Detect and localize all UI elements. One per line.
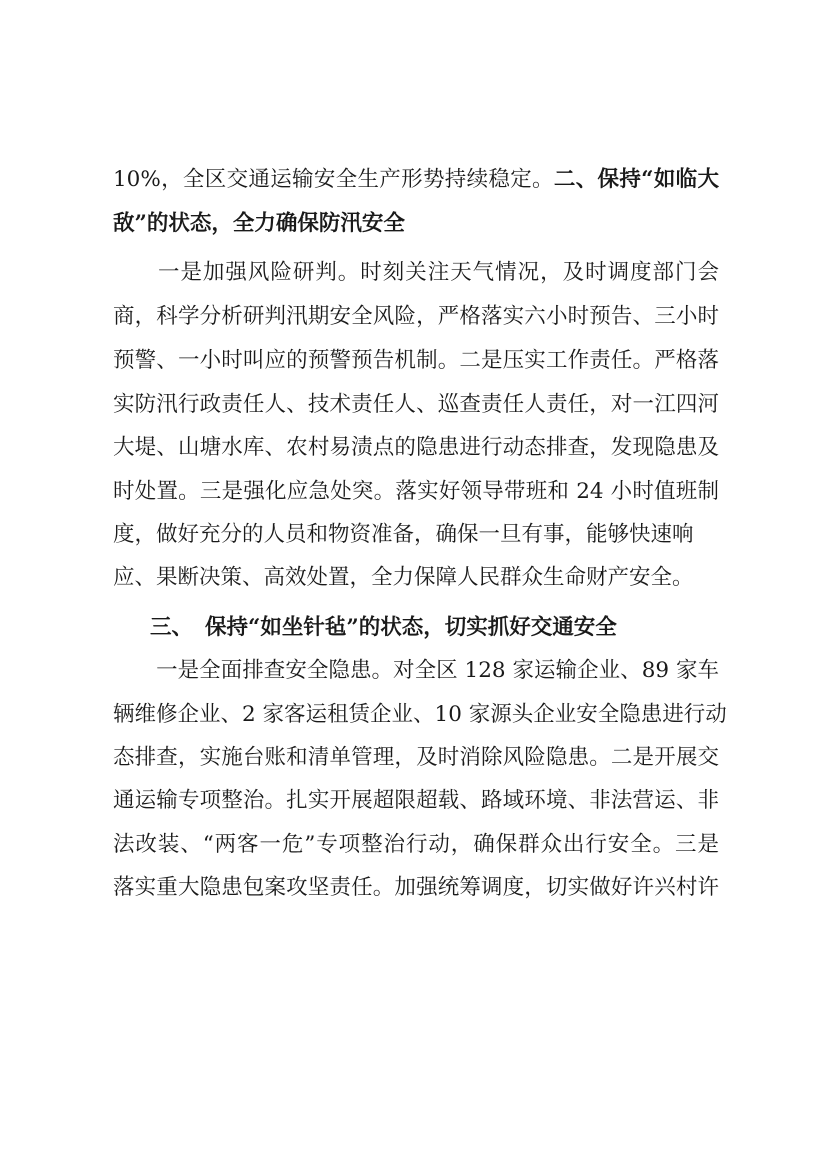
section-heading-2: 二、保持“如临大 [553, 167, 719, 192]
text-line: 时处置。三是强化应急处突。落实好领导带班和 24 小时值班制 [113, 479, 719, 504]
heading-number: 三、 [150, 615, 194, 640]
text-line: 实防汛行政责任人、技术责任人、巡查责任人责任，对一江四河 [113, 392, 719, 417]
text-line: 商，科学分析研判汛期安全风险，严格落实六小时预告、三小时 [113, 304, 719, 329]
text-line: 大堤、山塘水库、农村易渍点的隐患进行动态排查，发现隐患及 [113, 435, 719, 460]
text-line: 落实重大隐患包案攻坚责任。加强统筹调度，切实做好许兴村许 [113, 875, 719, 900]
text-line: 辆维修企业、2 家客运租赁企业、10 家源头企业安全隐患进行动 [113, 702, 727, 727]
text-line: 预警、一小时叫应的预警预告机制。二是压实工作责任。严格落 [113, 348, 719, 373]
text-line: 一是全面排查安全隐患。对全区 128 家运输企业、89 家车 [113, 658, 719, 683]
text-line: 应、果断决策、高效处置，全力保障人民群众生命财产安全。 [113, 565, 694, 590]
text-line: 度，做好充分的人员和物资准备，确保一旦有事，能够快速响 [113, 522, 694, 547]
text-line [113, 166, 719, 194]
text-line: 法改装、“两客一危”专项整治行动，确保群众出行安全。三是 [113, 832, 719, 857]
section-heading-3 [150, 614, 710, 642]
text-line: 一是加强风险研判。时刻关注天气情况，及时调度部门会 [113, 260, 719, 285]
text-line: 态排查，实施台账和清单管理，及时消除风险隐患。二是开展交 [113, 745, 719, 770]
body-text: 10%，全区交通运输安全生产形势持续稳定。 [113, 167, 554, 192]
text-line: 通运输专项整治。扎实开展超限超载、路域环境、非法营运、非 [113, 788, 719, 813]
heading-text: 保持“如坐针毡”的状态，切实抓好交通安全 [205, 615, 617, 640]
section-heading-2-cont: 敌”的状态，全力确保防汛安全 [113, 211, 405, 236]
